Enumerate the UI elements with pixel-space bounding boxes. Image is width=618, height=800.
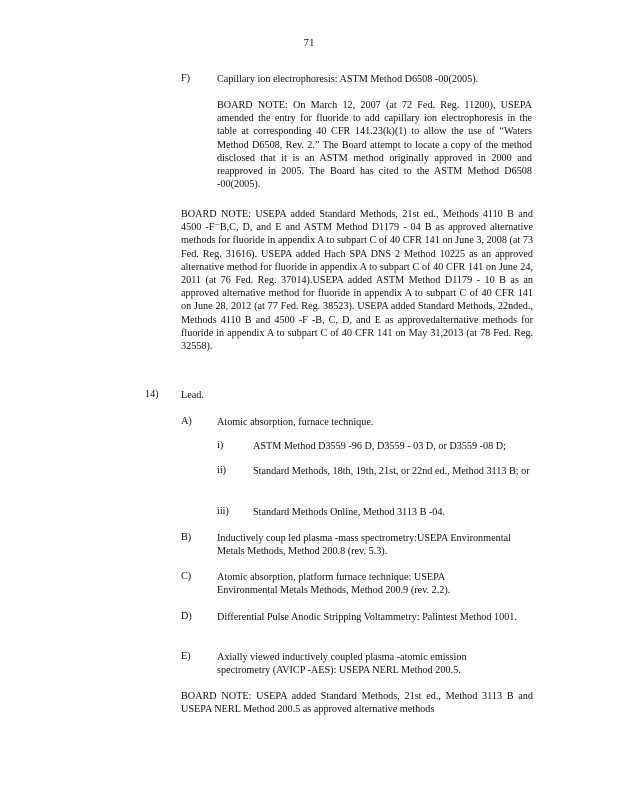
item-f-text: Capillary ion electrophoresis: ASTM Method D6508 -00(2005). xyxy=(217,74,479,85)
item-14-title: Lead. xyxy=(181,390,204,401)
lead-a-text: Atomic absorption, furnace technique. xyxy=(217,417,374,428)
lead-b-label: B) xyxy=(181,532,192,543)
item-14-number: 14) xyxy=(145,389,159,400)
lead-a-i-label: i) xyxy=(217,440,224,451)
item-f-board-note: BOARD NOTE: On March 12, 2007 (at 72 Fed. Reg. 11200), USEPA amended the entry for fluoride to add capillary ion electrophoresis in the table at corresponding 40 CFR 141.23(k)(1) to allow the use of “Waters Method D6508, Rev. 2.” The Board attempt to locate a copy of the method disclosed that it is an ASTM method originally approved in 2000 and reapproved in 2005. The Board has cited to the ASTM Method D6508 -00(2005). xyxy=(217,100,532,191)
lead-board-note: BOARD NOTE: USEPA added Standard Methods, 21st ed., Method 3113 B and USEPA NERL Method 200.5 as approved alternative methods xyxy=(181,691,533,716)
lead-d-label: D) xyxy=(181,611,192,622)
lead-e-label: E) xyxy=(181,651,191,662)
board-note-fluoride: BOARD NOTE: USEPA added Standard Methods, 21st ed., Methods 4110 B and 4500 -F⁻B,C, D, and E and ASTM Method D1179 - 04 B as approved alternative methods for fluoride in appendix A to subpart C of 40 CFR 141 on June 3, 2008 (at 73 Fed. Reg. 31616). USEPA added Hach SPA DNS 2 Method 10225 as an approved alternative method for fluoride in appendix A to subpart C of 40 CFR 141 on June 24, 2011 (at 76 Fed. Reg. 37014).USEPA added ASTM Method D1179 - 10 B as an approved alternative method for fluoride in appendix A to subpart C of 40 CFR 141 on June 28, 2012 (at 77 Fed. Reg. 38523). USEPA added Standard Methods, 22nded., Methods 4110 B and 4500 -F -B, C, D, and E as approvedalternative methods for fluoride in appendix A to subpart C of 40 CFR 141 on May 31,2013 (at 78 Fed. Reg. 32558). xyxy=(181,209,533,353)
lead-b-text: Inductively coup led plasma -mass spectrometry:USEPA Environmental Metals Methods, Method 200.8 (rev. 5.3). xyxy=(217,533,511,558)
lead-c-label: C) xyxy=(181,571,192,582)
item-f-label: F) xyxy=(181,73,191,84)
lead-a-ii-text: Standard Methods, 18th, 19th, 21st, or 22nd ed., Method 3113 B; or xyxy=(253,466,530,477)
lead-c-text: Atomic absorption, platform furnace technique: USEPA Environmental Metals Methods, Method 200.9 (rev. 2.2). xyxy=(217,572,451,597)
page-number: 71 xyxy=(303,37,315,49)
lead-a-iii-label: iii) xyxy=(217,506,229,517)
lead-e-text: Axially viewed inductively coupled plasma -atomic emission spectrometry (AVICP -AES): USEPA NERL Method 200.5. xyxy=(217,652,467,677)
lead-a-label: A) xyxy=(181,416,192,427)
lead-d-text: Differential Pulse Anodic Stripping Voltammetry: Palintest Method 1001. xyxy=(217,612,517,623)
lead-a-ii-label: ii) xyxy=(217,465,227,476)
lead-a-i-text: ASTM Method D3559 -96 D, D3559 - 03 D, or D3559 -08 D; xyxy=(253,441,506,452)
lead-a-iii-text: Standard Methods Online, Method 3113 B -04. xyxy=(253,507,446,518)
